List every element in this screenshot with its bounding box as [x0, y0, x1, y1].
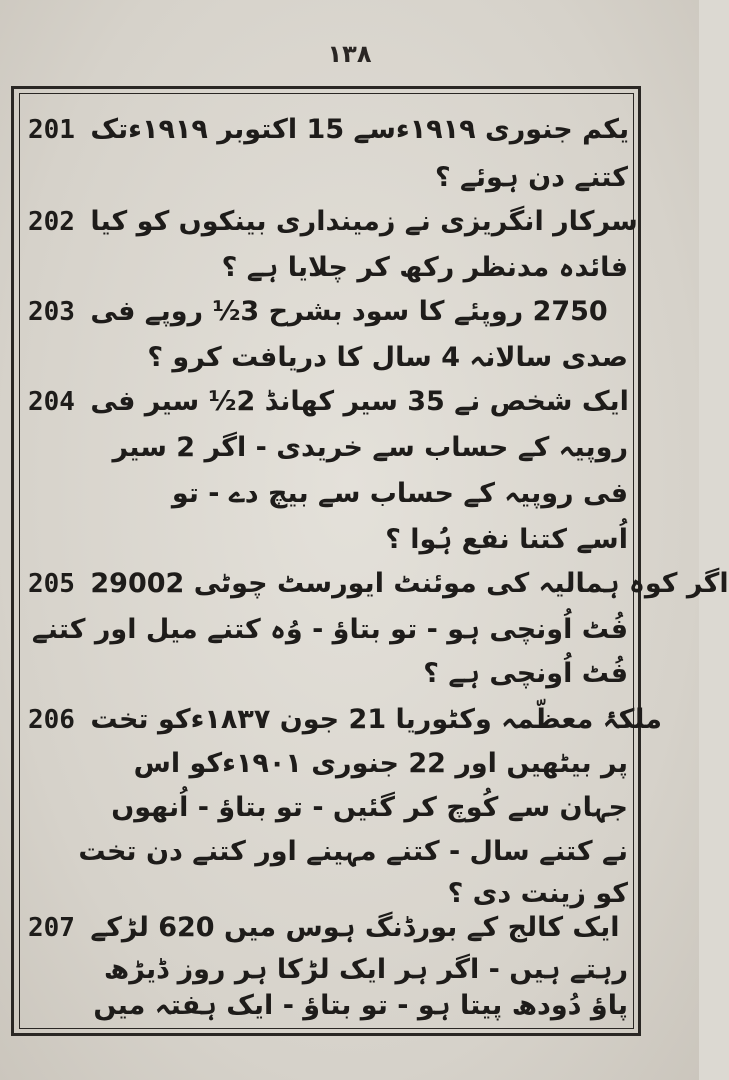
questions-block: [28, 100, 729, 1022]
question-number: 203: [28, 297, 75, 327]
question-201-line-2: کتنے دن ہوئے ؟: [434, 162, 628, 193]
question-207-line-1: [28, 906, 628, 950]
question-205-line-1: [28, 562, 729, 606]
question-203-line-1: [28, 290, 628, 334]
question-number: 201: [28, 115, 75, 145]
question-number: 206: [28, 705, 75, 735]
question-207-line-2: رہتے ہیں - اگر ہر ایک لڑکا ہر روز ڈیڑھ: [103, 954, 628, 985]
question-number: 207: [28, 913, 75, 943]
question-number: 204: [28, 387, 75, 417]
question-number: 205: [28, 569, 75, 599]
question-205-line-3: فُٹ اُونچی ہے ؟: [423, 658, 628, 689]
question-204-line-2: روپیہ کے حساب سے خریدی - اگر 2 سیر: [112, 432, 628, 463]
question-206-line-2: پر بیٹھیں اور 22 جنوری ۱۹۰۱ءکو اس: [133, 748, 628, 779]
question-text: ملکۂ معظّمہ وکٹوریا 21 جون ۱۸۳۷ءکو تخت: [90, 704, 663, 735]
question-number: 202: [28, 207, 75, 237]
question-202-line-2: فائدہ مدنظر رکھ کر چلایا ہے ؟: [221, 252, 628, 283]
question-text: سرکار انگریزی نے زمینداری بینکوں کو کیا: [90, 206, 638, 237]
question-204-line-1: [28, 380, 628, 424]
question-203-line-2: صدی سالانہ 4 سال کا دریافت کرو ؟: [147, 342, 628, 373]
question-206-line-5: کو زینت دی ؟: [447, 878, 628, 909]
question-204-line-4: اُسے کتنا نفع ہُوا ؟: [385, 524, 628, 555]
question-201-line-1: [28, 108, 628, 152]
question-204-line-3: فی روپیہ کے حساب سے بیچ دے - تو: [171, 478, 628, 509]
question-202-line-1: [28, 200, 638, 244]
question-text: ایک کالج کے بورڈنگ ہوس میں 620 لڑکے: [90, 912, 620, 943]
question-text: اگر کوہ ہمالیہ کی موئنٹ ایورسٹ چوٹی 29002: [90, 568, 729, 599]
question-206-line-1: [28, 698, 663, 742]
question-text: ایک شخص نے 35 سیر کھانڈ 2½ سیر فی: [90, 386, 629, 417]
question-207-line-3: پاؤ دُودھ پیتا ہو - تو بتاؤ - ایک ہفتہ میں: [93, 990, 628, 1021]
question-206-line-3: جہان سے کُوچ کر گئیں - تو بتاؤ - اُنھوں: [111, 792, 628, 823]
page-number: ۱۳۸: [327, 40, 372, 68]
question-205-line-2: فُٹ اُونچی ہو - تو بتاؤ - وُہ کتنے میل اور کتنے: [31, 614, 628, 645]
question-text: یکم جنوری ۱۹۱۹ءسے 15 اکتوبر ۱۹۱۹ءتک: [90, 114, 630, 145]
question-text: 2750 روپئے کا سود بشرح 3½ روپے فی: [90, 296, 608, 327]
question-206-line-4: نے کتنے سال - کتنے مہینے اور کتنے دن تخت: [78, 836, 628, 867]
